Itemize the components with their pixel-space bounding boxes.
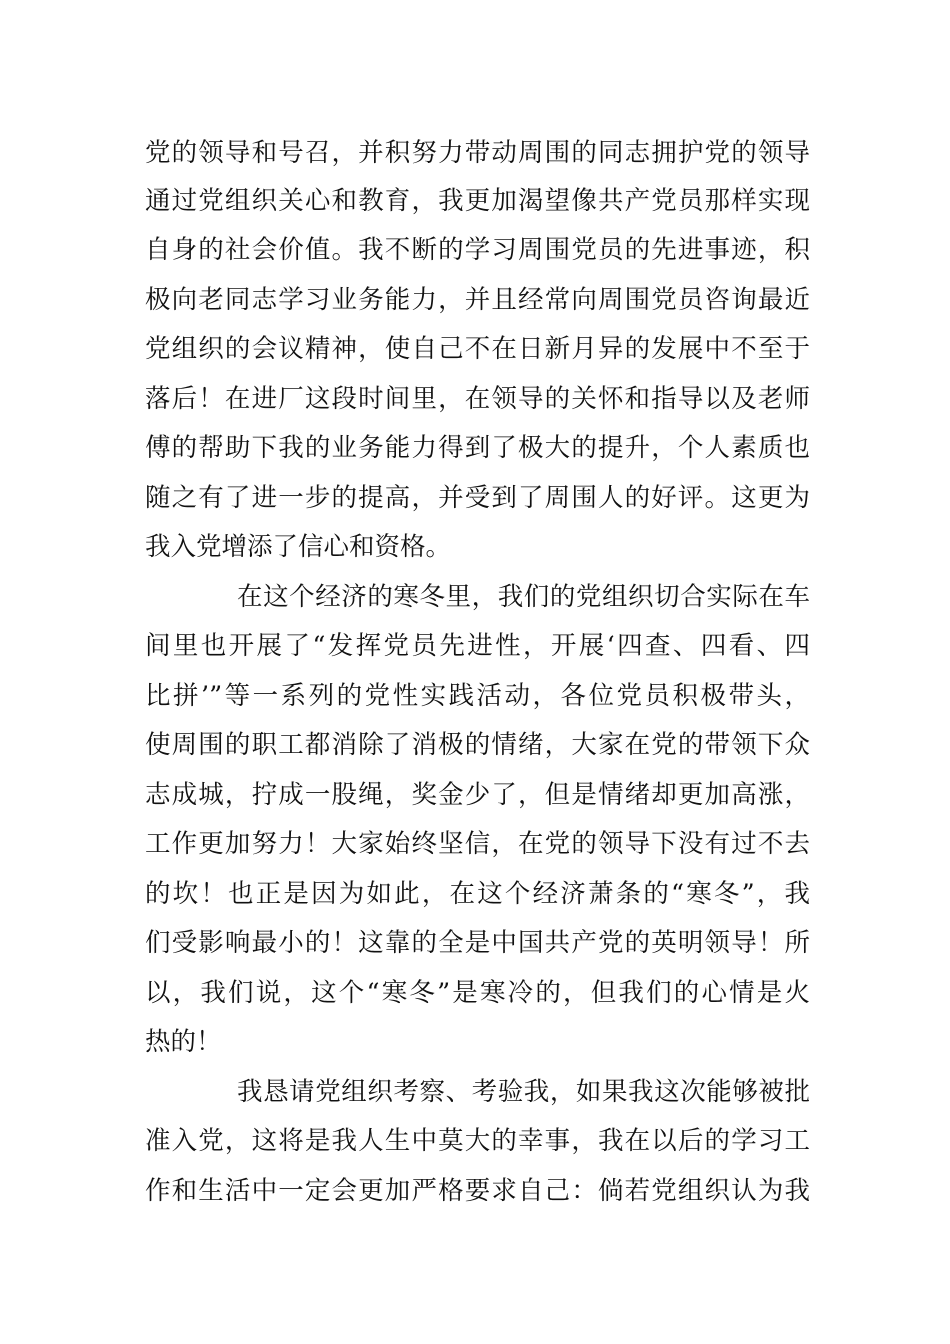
text-line: 党的领导和号召，并积努力带动周围的同志拥护党的领导 [145, 138, 810, 168]
paragraph-first-line: 我恳请党组织考察、考验我，如果我这次能够被批 [237, 1077, 810, 1107]
text-line: 党组织的会议精神，使自己不在日新月异的发展中不至于 [145, 334, 810, 364]
text-line: 通过党组织关心和教育，我更加渴望像共产党员那样实现 [145, 186, 810, 216]
text-line: 使周围的职工都消除了消极的情绪，大家在党的带领下众 [145, 730, 810, 760]
text-line: 作和生活中一定会更加严格要求自己：倘若党组织认为我 [145, 1176, 810, 1206]
text-line: 傅的帮助下我的业务能力得到了极大的提升，个人素质也 [145, 433, 810, 463]
text-line: 我入党增添了信心和资格。 [145, 532, 452, 562]
text-line: 自身的社会价值。我不断的学习周围党员的先进事迹，积 [145, 235, 810, 265]
text-line: 热的！ [145, 1027, 222, 1057]
text-line: 落后！在进厂这段时间里，在领导的关怀和指导以及老师 [145, 384, 810, 414]
text-line: 的坎！也正是因为如此，在这个经济萧条的“寒冬”，我 [145, 879, 810, 909]
text-line: 志成城，拧成一股绳，奖金少了，但是情绪却更加高涨， [145, 780, 810, 810]
text-line: 们受影响最小的！这靠的全是中国共产党的英明领导！所 [145, 928, 810, 958]
text-line: 准入党，这将是我人生中莫大的幸事，我在以后的学习工 [145, 1126, 810, 1156]
text-line: 比拼’”等一系列的党性实践活动，各位党员积极带头， [145, 681, 810, 711]
text-line: 工作更加努力！大家始终坚信，在党的领导下没有过不去 [145, 829, 810, 859]
paragraph-first-line: 在这个经济的寒冬里，我们的党组织切合实际在车 [237, 582, 810, 612]
text-line: 极向老同志学习业务能力，并且经常向周围党员咨询最近 [145, 285, 810, 315]
text-line: 随之有了进一步的提高，并受到了周围人的好评。这更为 [145, 483, 810, 513]
text-line: 间里也开展了“发挥党员先进性，开展‘四查、四看、四 [145, 631, 810, 661]
text-line: 以，我们说，这个“寒冬”是寒冷的，但我们的心情是火 [145, 978, 810, 1008]
